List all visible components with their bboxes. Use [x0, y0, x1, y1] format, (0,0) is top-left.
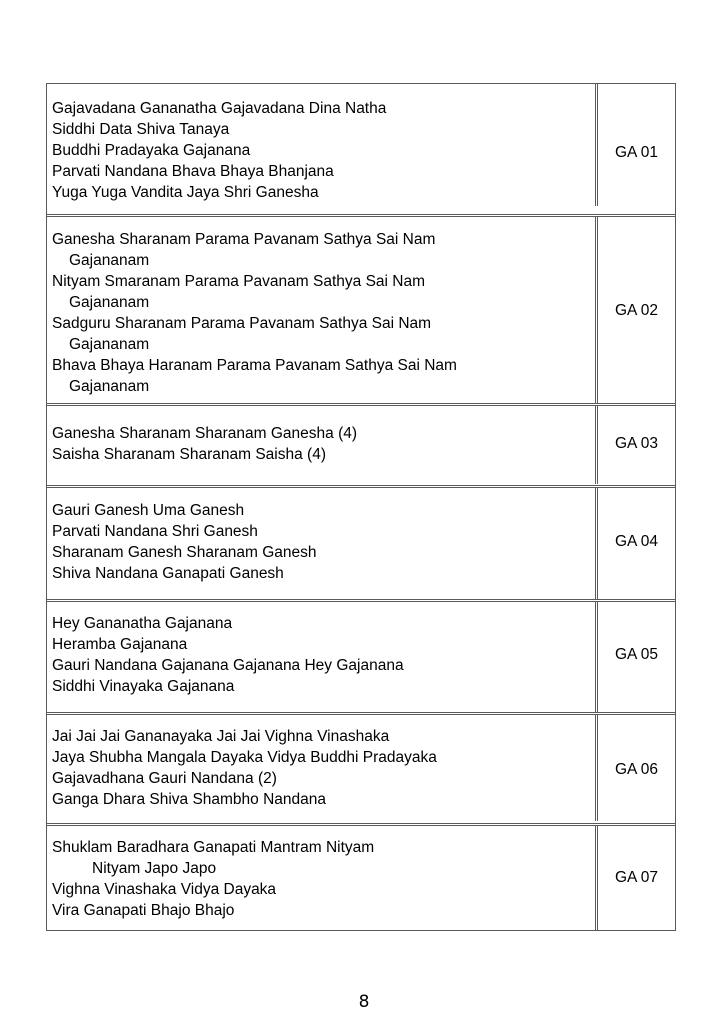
lyric-line: Vighna Vinashaka Vidya Dayaka: [52, 881, 277, 898]
bhajan-code: GA 07: [614, 869, 659, 886]
lyric-line: Sadguru Sharanam Parama Pavanam Sathya Sai Nam: [52, 315, 432, 332]
bhajan-code: GA 05: [614, 646, 659, 663]
lyric-line: Jai Jai Jai Gananayaka Jai Jai Vighna Vinashaka: [52, 728, 390, 745]
lyric-line: Heramba Gajanana: [52, 636, 188, 653]
lyric-line: Shiva Nandana Ganapati Ganesh: [52, 565, 284, 582]
lyric-line: Gajavadhana Gauri Nandana (2): [52, 770, 277, 787]
bhajan-code: GA 01: [614, 144, 659, 161]
lyric-line: Vira Ganapati Bhajo Bhajo: [52, 902, 235, 919]
lyric-line: Jaya Shubha Mangala Dayaka Vidya Buddhi Pradayaka: [52, 749, 437, 766]
lyric-line: Gajananam: [69, 378, 150, 395]
bhajan-table: [46, 83, 676, 931]
lyrics-cell: [52, 500, 592, 584]
lyric-line: Sharanam Ganesh Sharanam Ganesh: [52, 544, 317, 561]
lyric-line: Shuklam Baradhara Ganapati Mantram Nityam: [52, 839, 375, 856]
lyrics-cell: [52, 726, 592, 810]
lyric-line: Parvati Nandana Shri Ganesh: [52, 523, 258, 540]
lyrics-cell: [52, 613, 592, 697]
lyrics-cell: [52, 98, 592, 203]
lyric-line: Gajananam: [69, 294, 150, 311]
lyric-line: Hey Gananatha Gajanana: [52, 615, 233, 632]
lyric-line: Ganga Dhara Shiva Shambho Nandana: [52, 791, 327, 808]
lyric-line: Nityam Smaranam Parama Pavanam Sathya Sai Nam: [52, 273, 426, 290]
table-row: [47, 217, 675, 403]
lyric-line: Gauri Ganesh Uma Ganesh: [52, 502, 245, 519]
lyric-line: Saisha Sharanam Sharanam Saisha (4): [52, 446, 326, 463]
lyrics-cell: [52, 229, 592, 397]
lyric-line: Ganesha Sharanam Sharanam Ganesha (4): [52, 425, 358, 442]
table-row: [47, 84, 675, 206]
lyric-line: Bhava Bhaya Haranam Parama Pavanam Sathya Sai Nam: [52, 357, 457, 374]
lyric-line: Parvati Nandana Bhava Bhaya Bhanjana: [52, 163, 334, 180]
lyrics-cell: [52, 837, 592, 921]
lyric-line: Siddhi Data Shiva Tanaya: [52, 121, 230, 138]
lyric-line: Gauri Nandana Gajanana Gajanana Hey Gajanana: [52, 657, 404, 674]
table-row: [47, 715, 675, 821]
lyric-line: Gajavadana Gananatha Gajavadana Dina Natha: [52, 100, 387, 117]
lyrics-cell: [52, 423, 592, 465]
lyric-line: Nityam Japo Japo: [92, 860, 217, 877]
lyric-line: Buddhi Pradayaka Gajanana: [52, 142, 251, 159]
table-row: [47, 406, 675, 484]
lyric-line: Siddhi Vinayaka Gajanana: [52, 678, 235, 695]
bhajan-code: GA 03: [614, 435, 659, 452]
bhajan-code: GA 06: [614, 761, 659, 778]
lyric-line: Gajananam: [69, 252, 150, 269]
bhajan-code: GA 02: [614, 302, 659, 319]
page-number: 8: [358, 992, 370, 1012]
lyric-line: Gajananam: [69, 336, 150, 353]
table-row: [47, 826, 675, 930]
bhajan-code: GA 04: [614, 533, 659, 550]
table-row: [47, 488, 675, 601]
lyric-line: Ganesha Sharanam Parama Pavanam Sathya Sai Nam: [52, 231, 436, 248]
lyric-line: Yuga Yuga Vandita Jaya Shri Ganesha: [52, 184, 319, 201]
table-row: [47, 602, 675, 712]
